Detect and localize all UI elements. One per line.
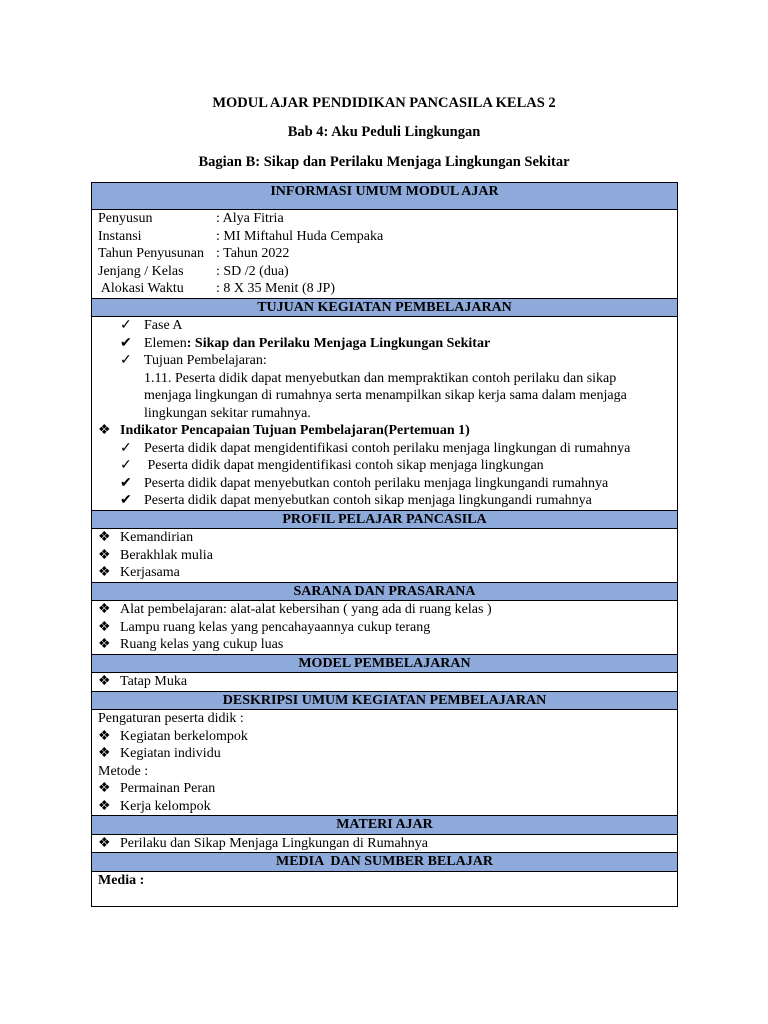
tujuan-tp [98, 352, 671, 370]
list-item-text: Tatap Muka [120, 674, 188, 689]
pengaturan-label: Pengaturan peserta didik : [98, 711, 244, 726]
info-row-alokasi [98, 280, 671, 298]
diamond-icon: ❖ [98, 637, 111, 652]
indikator-item [98, 457, 671, 475]
check-icon: ✓ [120, 440, 132, 456]
info-heading: INFORMASI UMUM MODUL AJAR [92, 183, 678, 210]
list-item [98, 673, 671, 691]
check-icon: ✔ [120, 335, 132, 351]
diamond-icon: ❖ [98, 602, 111, 617]
info-row-instansi [98, 228, 671, 246]
diamond-icon: ❖ [98, 423, 111, 438]
indikator-item-text: Peserta didik dapat menyebutkan contoh sikap menjaga lingkungandi rumahnya [144, 493, 592, 508]
media-heading: MEDIA DAN SUMBER BELAJAR [92, 853, 678, 872]
list-item [98, 745, 671, 763]
materi-heading: MATERI AJAR [92, 816, 678, 835]
list-item-text: Kerja kelompok [120, 798, 211, 814]
tp-label: Tujuan Pembelajaran: [144, 353, 267, 368]
model-heading: MODEL PEMBELAJARAN [92, 654, 678, 673]
info-value: : Tahun 2022 [216, 246, 290, 261]
diamond-icon: ❖ [98, 530, 111, 545]
profil-cell [92, 529, 678, 583]
check-icon: ✓ [120, 318, 132, 333]
profil-heading: PROFIL PELAJAR PANCASILA [92, 510, 678, 529]
tp-line: lingkungan sekitar rumahnya. [144, 405, 311, 421]
info-key: Instansi [98, 228, 142, 244]
check-icon: ✓ [120, 458, 132, 473]
diamond-icon: ❖ [98, 619, 111, 635]
indikator-item-text: Peserta didik dapat menyebutkan contoh perilaku menjaga lingkungandi rumahnya [144, 475, 609, 491]
list-item [98, 601, 671, 619]
tujuan-elemen [98, 335, 671, 353]
list-item-text: Alat pembelajaran: alat-alat kebersihan ( yang ada di ruang kelas ) [120, 602, 492, 617]
diamond-icon: ❖ [98, 674, 111, 689]
info-key: Penyusun [98, 211, 153, 226]
tujuan-heading: TUJUAN KEGIATAN PEMBELAJARAN [92, 298, 678, 317]
list-item-text: Berakhlak mulia [120, 547, 213, 563]
tujuan-fase [98, 317, 671, 335]
diamond-icon: ❖ [98, 547, 111, 563]
info-key: Tahun Penyusunan [98, 246, 204, 261]
sarana-heading: SARANA DAN PRASARANA [92, 582, 678, 601]
diamond-icon: ❖ [98, 798, 111, 814]
list-item [98, 619, 671, 637]
diamond-icon: ❖ [98, 835, 111, 851]
section-title: Bagian B: Sikap dan Perilaku Menjaga Lingkungan Sekitar [198, 154, 570, 170]
list-item [98, 780, 671, 798]
diamond-icon: ❖ [98, 746, 111, 761]
indikator-item-text: Peserta didik dapat mengidentifikasi contoh perilaku menjaga lingkungan di rumahnya [144, 440, 631, 456]
check-icon: ✓ [120, 353, 132, 368]
diamond-icon: ❖ [98, 781, 111, 796]
info-row-tahun [98, 245, 671, 263]
tujuan-cell [92, 317, 678, 511]
deskripsi-cell [92, 710, 678, 816]
list-item-text: Kegiatan individu [120, 746, 221, 761]
model-cell [92, 673, 678, 692]
indikator-heading [98, 422, 671, 440]
indikator-item [98, 492, 671, 510]
list-item [98, 547, 671, 565]
deskripsi-heading: DESKRIPSI UMUM KEGIATAN PEMBELAJARAN [92, 691, 678, 710]
list-item-text: Perilaku dan Sikap Menjaga Lingkungan di Rumahnya [120, 835, 428, 851]
info-key: Jenjang / Kelas [98, 263, 184, 279]
metode-label: Metode : [98, 763, 149, 779]
diamond-icon: ❖ [98, 565, 111, 580]
info-row-penyusun [98, 210, 671, 228]
list-item-text: Ruang kelas yang cukup luas [120, 637, 284, 652]
list-item [98, 564, 671, 582]
indikator-item [98, 475, 671, 493]
tp-line: menjaga lingkungan di rumahnya serta menampilkan sikap kerja sama dalam menjaga [144, 388, 627, 403]
indikator-text: Indikator Pencapaian Tujuan Pembelajaran(Pertemuan 1) [120, 423, 470, 438]
info-value: : Alya Fitria [216, 211, 284, 226]
list-item-text: Kemandirian [120, 530, 194, 545]
indikator-item-text: Peserta didik dapat mengidentifikasi contoh sikap menjaga lingkungan [144, 458, 544, 473]
indikator-item [98, 440, 671, 458]
diamond-icon: ❖ [98, 728, 111, 744]
tp-line: 1.11. Peserta didik dapat menyebutkan dan mempraktikan contoh perilaku dan sikap [144, 370, 617, 386]
check-icon: ✔ [120, 475, 132, 491]
list-item [98, 636, 671, 654]
info-key: Alokasi Waktu [98, 281, 184, 296]
list-item [98, 835, 671, 853]
materi-cell [92, 834, 678, 853]
sarana-cell [92, 601, 678, 655]
list-item-text: Kerjasama [120, 565, 180, 580]
media-cell [92, 871, 678, 906]
list-item-text: Kegiatan berkelompok [120, 728, 248, 744]
list-item [98, 798, 671, 816]
fase-text: Fase A [144, 318, 183, 333]
list-item [98, 529, 671, 547]
elemen-label: Elemen [144, 335, 187, 351]
module-table [91, 182, 678, 907]
info-cell [92, 210, 678, 299]
check-icon: ✔ [120, 493, 132, 508]
list-item-text: Permainan Peran [120, 781, 216, 796]
info-value: : 8 X 35 Menit (8 JP) [216, 281, 335, 296]
media-label: Media : [98, 872, 145, 888]
chapter-title: Bab 4: Aku Peduli Lingkungan [287, 124, 481, 140]
list-item [98, 728, 671, 746]
info-value: : SD /2 (dua) [216, 263, 289, 279]
info-row-jenjang [98, 263, 671, 281]
list-item-text: Lampu ruang kelas yang pencahayaannya cukup terang [120, 619, 431, 635]
elemen-value: : Sikap dan Perilaku Menjaga Lingkungan Sekitar [186, 335, 491, 351]
document-title: MODUL AJAR PENDIDIKAN PANCASILA KELAS 2 [212, 95, 556, 111]
info-value: : MI Miftahul Huda Cempaka [216, 228, 384, 244]
